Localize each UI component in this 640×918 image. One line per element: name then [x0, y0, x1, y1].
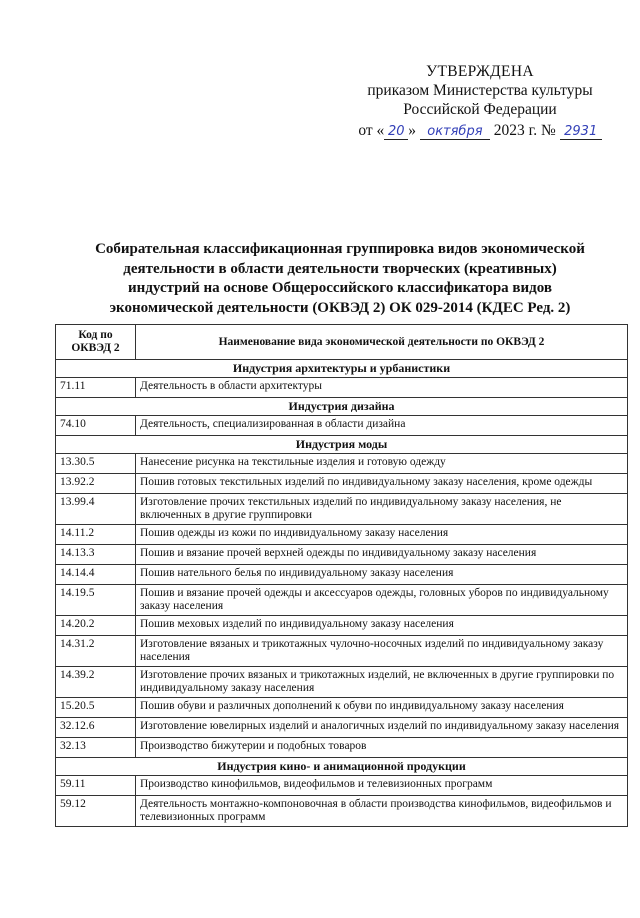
- table-row: [56, 494, 628, 525]
- group-row: [56, 360, 628, 378]
- activity-name: Пошив готовых текстильных изделий по индивидуальному заказу населения, кроме одежды: [136, 474, 628, 494]
- activity-name: Пошив меховых изделий по индивидуальному заказу населения: [136, 616, 628, 636]
- title-line: деятельности в области деятельности творческих (креативных): [123, 260, 557, 277]
- title-line: экономической деятельности (ОКВЭД 2) ОК 029-2014 (КДЕС Ред. 2): [109, 299, 571, 316]
- activity-name: Изготовление прочих текстильных изделий по индивидуальному заказу населения, не включенных в другие группировки: [136, 494, 628, 525]
- okved-code: 71.11: [56, 378, 136, 398]
- okved-code: 14.20.2: [56, 616, 136, 636]
- okved-code: 14.31.2: [56, 636, 136, 667]
- activity-name: Производство кинофильмов, видеофильмов и телевизионных программ: [136, 776, 628, 796]
- okved-code: 59.12: [56, 796, 136, 827]
- activity-name: Деятельность монтажно-компоновочная в области производства кинофильмов, видеофильмов и телевизионных программ: [136, 796, 628, 827]
- date-quote-close: »: [408, 122, 417, 139]
- table-row: [56, 545, 628, 565]
- group-label: Индустрия архитектуры и урбанистики: [56, 360, 628, 378]
- okved-code: 74.10: [56, 416, 136, 436]
- activity-name: Пошив и вязание прочей верхней одежды по индивидуальному заказу населения: [136, 545, 628, 565]
- okved-code: 14.14.4: [56, 565, 136, 585]
- title-line: индустрий на основе Общероссийского классификатора видов: [128, 280, 552, 296]
- table-header-row: [56, 325, 628, 360]
- approval-date-line: [330, 121, 630, 140]
- okved-code: 14.19.5: [56, 585, 136, 616]
- activity-name: Деятельность в области архитектуры: [136, 378, 628, 398]
- table-row: [56, 474, 628, 494]
- table-row: [56, 718, 628, 738]
- activity-name: Нанесение рисунка на текстильные изделия и готовую одежду: [136, 454, 628, 474]
- table-row: [56, 616, 628, 636]
- group-row: [56, 398, 628, 416]
- okved-code: 32.12.6: [56, 718, 136, 738]
- table-row: [56, 378, 628, 398]
- header-name: Наименование вида экономической деятельности по ОКВЭД 2: [136, 325, 628, 360]
- document-title: [60, 240, 620, 318]
- table-row: [56, 738, 628, 758]
- date-prefix: от «: [358, 122, 385, 139]
- handwritten-month: октября: [420, 124, 490, 140]
- table-row: [56, 667, 628, 698]
- okved-table: [55, 324, 628, 827]
- header-code: Код по ОКВЭД 2: [56, 325, 136, 360]
- table-row: [56, 636, 628, 667]
- approval-country-line: Российской Федерации: [403, 101, 557, 118]
- okved-code: 14.11.2: [56, 525, 136, 545]
- okved-code: 13.30.5: [56, 454, 136, 474]
- okved-code: 15.20.5: [56, 698, 136, 718]
- activity-name: Пошив и вязание прочей одежды и аксессуаров одежды, головных уборов по индивидуальному заказу населения: [136, 585, 628, 616]
- table-row: [56, 525, 628, 545]
- group-label: Индустрия моды: [56, 436, 628, 454]
- group-label: Индустрия кино- и анимационной продукции: [56, 758, 628, 776]
- table-row: [56, 585, 628, 616]
- activity-name: Изготовление ювелирных изделий и аналогичных изделий по индивидуальному заказу населения: [136, 718, 628, 738]
- okved-code: 14.13.3: [56, 545, 136, 565]
- approval-block: [330, 62, 630, 140]
- activity-name: Пошив нательного белья по индивидуальному заказу населения: [136, 565, 628, 585]
- table-row: [56, 454, 628, 474]
- activity-name: Производство бижутерии и подобных товаров: [136, 738, 628, 758]
- handwritten-number: 2931: [560, 124, 602, 140]
- handwritten-day: 20: [384, 124, 408, 140]
- table-body: [56, 360, 628, 827]
- table-row: [56, 698, 628, 718]
- table-row: [56, 565, 628, 585]
- group-row: [56, 436, 628, 454]
- okved-code: 13.92.2: [56, 474, 136, 494]
- table-row: [56, 416, 628, 436]
- okved-code: 59.11: [56, 776, 136, 796]
- title-line: Собирательная классификационная группировка видов экономической: [95, 241, 585, 257]
- date-year: 2023 г. №: [493, 122, 556, 139]
- table-row: [56, 776, 628, 796]
- activity-name: Деятельность, специализированная в области дизайна: [136, 416, 628, 436]
- activity-name: Изготовление вязаных и трикотажных чулочно-носочных изделий по индивидуальному заказу населения: [136, 636, 628, 667]
- okved-code: 13.99.4: [56, 494, 136, 525]
- table-row: [56, 796, 628, 827]
- group-label: Индустрия дизайна: [56, 398, 628, 416]
- okved-code: 32.13: [56, 738, 136, 758]
- okved-code: 14.39.2: [56, 667, 136, 698]
- approval-order-line: приказом Министерства культуры: [367, 82, 593, 99]
- activity-name: Пошив одежды из кожи по индивидуальному заказу населения: [136, 525, 628, 545]
- approval-title: УТВЕРЖДЕНА: [426, 63, 534, 80]
- activity-name: Изготовление прочих вязаных и трикотажных изделий, не включенных в другие группировки по индивидуальному заказу населения: [136, 667, 628, 698]
- group-row: [56, 758, 628, 776]
- activity-name: Пошив обуви и различных дополнений к обуви по индивидуальному заказу населения: [136, 698, 628, 718]
